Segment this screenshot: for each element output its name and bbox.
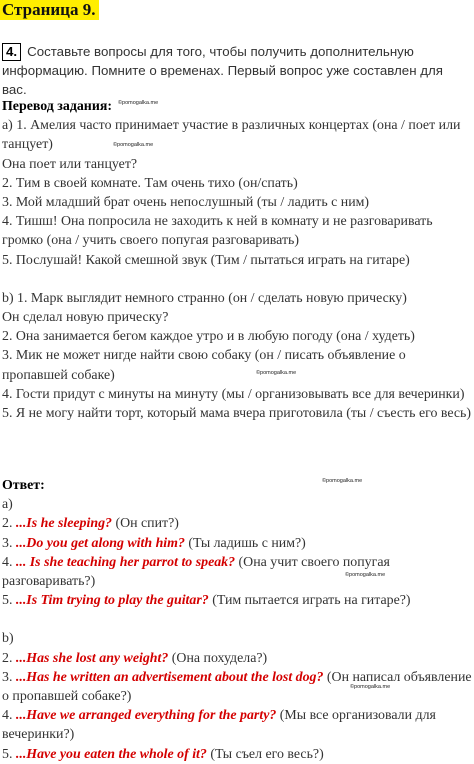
answer-russian: (Она похудела?)	[168, 650, 268, 666]
answer-number: 2.	[2, 650, 16, 666]
answer-russian: (Ты ладишь с ним?)	[184, 535, 306, 551]
translation-line: Она поет или танцует?	[2, 156, 138, 172]
answer-number: 2.	[2, 516, 16, 532]
answer-number: 3.	[2, 535, 16, 551]
translation-line: 2. Она занимается бегом каждое утро и в любую погоду (она / худеть)	[2, 329, 415, 345]
answer-part-a	[2, 514, 472, 610]
task-instruction	[2, 42, 470, 99]
answer-russian: (Ты съел его весь?)	[206, 746, 324, 762]
answer-russian: (Он написал объявление о пропавшей собаке?)	[2, 669, 472, 705]
answer-part-b-label: b)	[2, 631, 14, 647]
watermark: ©pomogalka.me	[118, 100, 159, 106]
answer-item	[2, 514, 472, 533]
answer-part-a-label: a)	[2, 497, 13, 513]
translation-part-b	[2, 289, 472, 423]
answer-russian: (Она учит своего попугая разговаривать?)	[2, 554, 390, 590]
answer-english: ...Has she lost any weight?	[15, 650, 169, 666]
answer-number: 4.	[2, 708, 16, 724]
answer-item	[2, 553, 472, 591]
answer-number: 5.	[2, 746, 16, 762]
answer-russian: (Мы все организовали для вечеринки?)	[2, 708, 436, 743]
task-text: Составьте вопросы для того, чтобы получить дополнительную информацию. Помните о временах. Первый вопрос уже составлен для вас.	[2, 44, 443, 97]
translation-part-a	[2, 116, 472, 270]
answer-english: ...Have you eaten the whole of it?	[15, 746, 207, 762]
answer-english: ...Is he sleeping?	[15, 516, 112, 532]
answer-item	[2, 534, 472, 553]
answer-heading: Ответ:	[2, 478, 45, 493]
answer-english: ...Has he written an advertisement about the lost dog?	[15, 669, 324, 685]
answer-section	[2, 476, 472, 764]
answer-item	[2, 706, 472, 744]
answer-english: ...Have we arranged everything for the party?	[15, 708, 277, 724]
answer-russian: (Тим пытается играть на гитаре?)	[208, 593, 411, 609]
translation-line: Он сделал новую прическу?	[2, 310, 169, 326]
answer-english: ... Is she teaching her parrot to speak?	[15, 554, 236, 570]
answer-item	[2, 745, 472, 764]
answer-number: 3.	[2, 669, 16, 685]
page-title: Страница 9.	[0, 0, 99, 20]
answer-number: 4.	[2, 554, 16, 570]
translation-line: 5. Я не могу найти торт, который мама вчера приготовила (ты / съесть его весь)	[2, 406, 472, 422]
answer-item	[2, 649, 472, 668]
answer-english: ...Do you get along with him?	[15, 535, 185, 551]
translation-line: 5. Послушай! Какой смешной звук (Тим / пытаться играть на гитаре)	[2, 252, 410, 268]
translation-line: 4. Гости придут с минуты на минуту (мы / организовывать все для вечеринки)	[2, 386, 465, 402]
translation-line: a) 1. Амелия часто принимает участие в различных концертах (она / поет или танцует)	[2, 118, 461, 153]
translation-heading: Перевод задания:	[2, 99, 112, 114]
watermark: ©pomogalka.me	[256, 370, 297, 376]
translation-line: 2. Тим в своей комнате. Там очень тихо (он/спать)	[2, 175, 298, 191]
watermark: ©pomogalka.me	[113, 142, 154, 148]
translation-line: b) 1. Марк выглядит немного странно (он / сделать новую прическу)	[2, 290, 407, 306]
answer-russian: (Он спит?)	[111, 516, 179, 532]
translation-line: 4. Тишш! Она попросила не заходить к ней в комнату и не разговаривать громко (она / учить своего попугая разговаривать)	[2, 214, 433, 249]
answer-part-b	[2, 649, 472, 764]
answer-number: 5.	[2, 593, 16, 609]
answer-item	[2, 591, 472, 610]
task-number: 4.	[2, 43, 21, 61]
answer-english: ...Is Tim trying to play the guitar?	[15, 593, 209, 609]
watermark: ©pomogalka.me	[350, 684, 391, 690]
answer-item	[2, 668, 472, 706]
watermark: ©pomogalka.me	[322, 478, 363, 484]
translation-section	[2, 97, 472, 423]
translation-line: 3. Мик не может нигде найти свою собаку (он / писать объявление о пропавшей собаке)	[2, 348, 406, 383]
translation-line: 3. Мой младший брат очень непослушный (ты / ладить с ним)	[2, 195, 370, 211]
watermark: ©pomogalka.me	[345, 572, 386, 578]
